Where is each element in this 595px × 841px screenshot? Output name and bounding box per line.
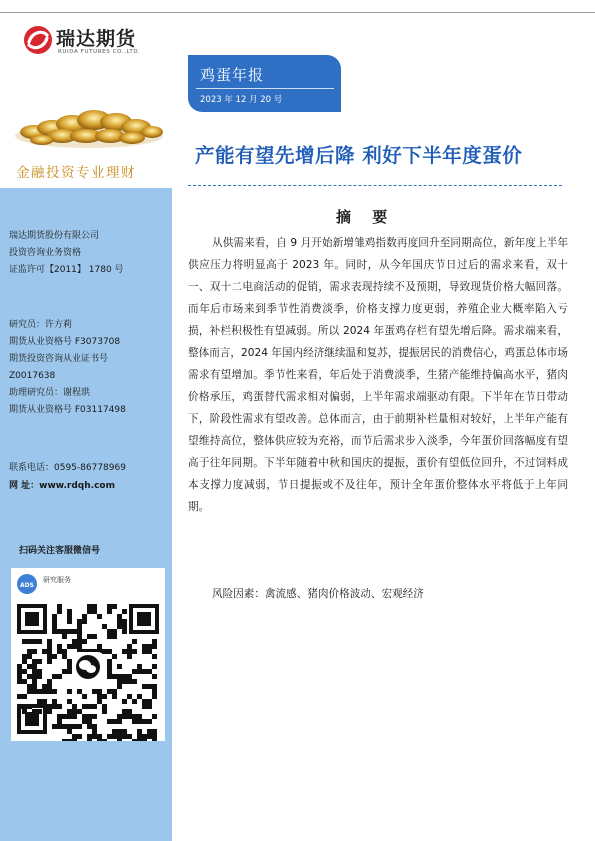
qr-title: 扫码关注客服微信号	[19, 546, 101, 556]
top-rule	[0, 12, 595, 13]
contact-phone: 联系电话：0595-86778969	[9, 463, 126, 473]
abstract-body: 从供需来看，自 9 月开始新增雏鸡指数再度回升至同期高位，新年度上半年供应压力将明显高于 2023 年。同时，从今年国庆节日过后的需求来看，双十一、双十二电商活动的促销，需求表现持续不及预期，导致现货价格大幅回落。而年后市场来到季节性消费淡季，价格支撑力度更弱，养殖企业大概率陷入亏损，补栏积极性有望减弱。所以 2024 年蛋鸡存栏有望先增后降。需求端来看，整体而言，2024 年国内经济继续温和复苏，提振居民的消费信心，鸡蛋总体市场需求有望增加。季节性来看，年后处于消费淡季，生猪产能维持偏高水平，猪肉价格承压，鸡蛋替代需求相对偏弱，上半年需求端驱动有限。下半年在节日带动下，阶段性需求有望改善。总体而言，由于前期补栏量相对较好，上半年产能有望维持高位，整体供应较为充裕，而节后需求步入淡季，今年蛋价回落幅度有望高于往年同期。下半年随着中秋和国庆的提振，蛋价有望低位回升，不过饲料成本支撑力度减弱，节日提振或不及往年，预计全年蛋价整体水平将低于上年同期。	[188, 237, 568, 513]
researcher-license: 期货从业资格号 F3073708	[9, 337, 121, 347]
brand-name-en: RUIDA FUTURES CO.,LTD.	[58, 49, 141, 55]
assistant-license: 期货从业资格号 F03117498	[9, 405, 126, 415]
gold-coins-image	[14, 100, 164, 152]
ruida-logo-icon	[22, 24, 54, 56]
company-qualification: 投资咨询业务资格	[9, 248, 82, 258]
report-date: 2023 年 12 月 20 号	[200, 95, 283, 105]
abstract-heading: 摘 要	[336, 208, 396, 226]
company-name: 瑞达期货股份有限公司	[9, 231, 100, 241]
report-header-divider	[196, 88, 334, 89]
sidebar	[0, 188, 172, 841]
qr-account-name: 研究服务	[43, 576, 71, 584]
company-license: 证监许可【2011】 1780 号	[9, 265, 124, 275]
report-type: 鸡蛋年报	[200, 66, 265, 84]
brand-slogan: 金融投资专业理财	[16, 165, 136, 181]
researcher-name: 研究员：许方莉	[9, 320, 73, 330]
researcher-advisory-label: 期货投资咨询从业证书号	[9, 354, 109, 364]
qr-card	[11, 568, 165, 741]
main-title: 产能有望先增后降 利好下半年度蛋价	[195, 144, 523, 167]
title-divider	[188, 185, 562, 186]
brand-name: 瑞达期货	[56, 28, 137, 50]
researcher-advisory-number: Z0017638	[9, 371, 56, 381]
ads-badge-text: ADS	[20, 582, 34, 589]
contact-website[interactable]: 网 址：www.rdqh.com	[9, 481, 115, 491]
report-header-box	[188, 55, 341, 112]
risk-factors: 风险因素：禽流感、猪肉价格波动、宏观经济	[212, 588, 424, 600]
assistant-name: 助理研究员：谢程珙	[9, 388, 91, 398]
wechat-qr-code	[11, 568, 165, 741]
brand-logo	[22, 22, 172, 62]
